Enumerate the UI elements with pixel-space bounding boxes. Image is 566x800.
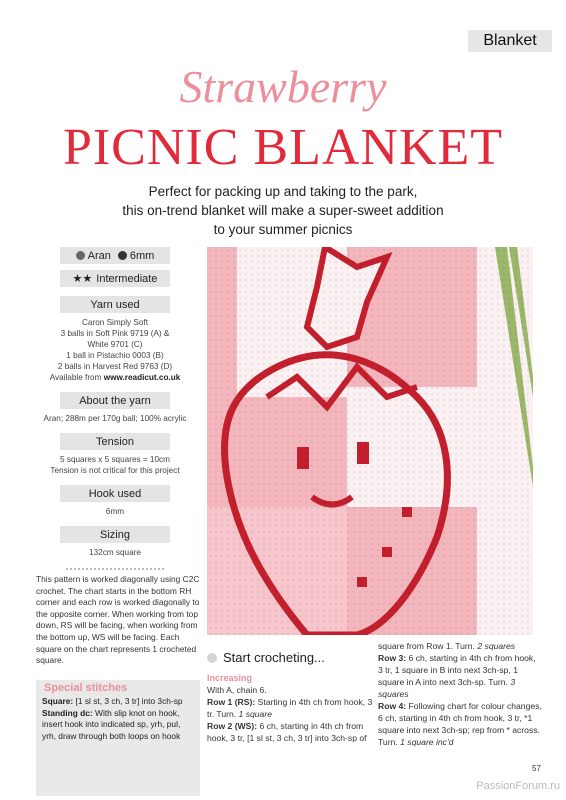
divider: [66, 568, 164, 570]
tension-heading: Tension: [60, 433, 170, 450]
increasing-heading: Increasing: [207, 673, 253, 683]
intro-line: to your summer picnics: [213, 222, 353, 237]
hook-size: 6mm: [129, 249, 155, 262]
sizing-heading: Sizing: [60, 526, 170, 543]
yarn-ball-icon: [76, 251, 85, 260]
hook-used-heading: Hook used: [60, 485, 170, 502]
about-yarn-heading: About the yarn: [60, 392, 170, 409]
intro-line: this on-trend blanket will make a super-sweet addition: [122, 203, 444, 218]
tension-text: 5 squares x 5 squares = 10cm Tension is not critical for this project: [50, 455, 180, 475]
level-pill: [60, 270, 170, 287]
hook-icon: [118, 251, 127, 260]
bullet-icon: [207, 653, 217, 663]
special-stitches-box: Special stitches Square: [1 sl st, 3 ch, 3 tr] into 3ch-sp Standing dc: With slip knot on hook, insert hook into indicated sp, yrh, pul, yrh, draw through both loops on hook: [36, 680, 200, 796]
yarn-weight: Aran: [87, 249, 111, 262]
hook-used-text: 6mm: [105, 507, 125, 516]
supplier-link[interactable]: www.readicut.co.uk: [103, 373, 181, 382]
intro-text: [60, 182, 506, 239]
specs-sidebar: [30, 247, 200, 570]
page-number: 57: [532, 764, 541, 773]
watermark: PassionForum.ru: [476, 780, 560, 792]
intro-line: Perfect for packing up and taking to the park,: [148, 184, 418, 199]
page-title: PICNIC BLANKET: [62, 119, 504, 176]
instructions-col2: square from Row 1. Turn. 2 squares Row 3: 6 ch, starting in 4th ch from hook, 3 tr, 1 square in B into next 3ch-sp, 1 square in A into next 3ch-sp. Turn. 3 squares Row 4: Following chart for colour changes, 6 ch, starting in 4th ch from hook, 3 tr, *1 square into next 3ch-sp; rep from * across. Turn. 1 square inc'd: [378, 641, 542, 747]
level-text: Intermediate: [96, 272, 158, 285]
pattern-note: This pattern is worked diagonally using C2C crochet. The chart starts in the bottom RH corner and each row is worked diagonally to the opposite corner. When working from top down, RS will be facing, when working from the bottom up, WS will be facing. Each square on the chart represents 1 crocheted square.: [36, 574, 200, 666]
instructions-col1: Increasing With A, chain 6. Row 1 (RS): Starting in 4th ch from hook, 3 tr. Turn. 1 square Row 2 (WS): 6 ch, starting in 4th ch from hook, 3 tr, [1 sl st, 3 ch, 3 tr] into 3ch-sp of: [207, 673, 373, 743]
about-yarn-text: Aran; 288m per 170g ball; 100% acrylic: [43, 414, 187, 423]
yarn-used-text: Caron Simply Soft 3 balls in Soft Pink 9719 (A) & White 9701 (C) 1 ball in Pistachio 0003 (B) 2 balls in Harvest Red 9763 (D) Available from www.readicut.co.uk: [49, 318, 181, 382]
section-tag: Blanket: [468, 30, 552, 52]
title-script: Strawberry: [179, 61, 387, 112]
blanket-photo: [207, 247, 533, 635]
weight-hook-pill: [60, 247, 170, 264]
sizing-text: 132cm square: [89, 548, 141, 557]
yarn-used-heading: Yarn used: [60, 296, 170, 313]
special-stitches-heading: Special stitches: [44, 682, 128, 694]
star-icon: ★★: [72, 273, 93, 285]
start-crocheting-heading: Start crocheting...: [207, 650, 325, 665]
blanket-photo-image: [207, 247, 533, 635]
